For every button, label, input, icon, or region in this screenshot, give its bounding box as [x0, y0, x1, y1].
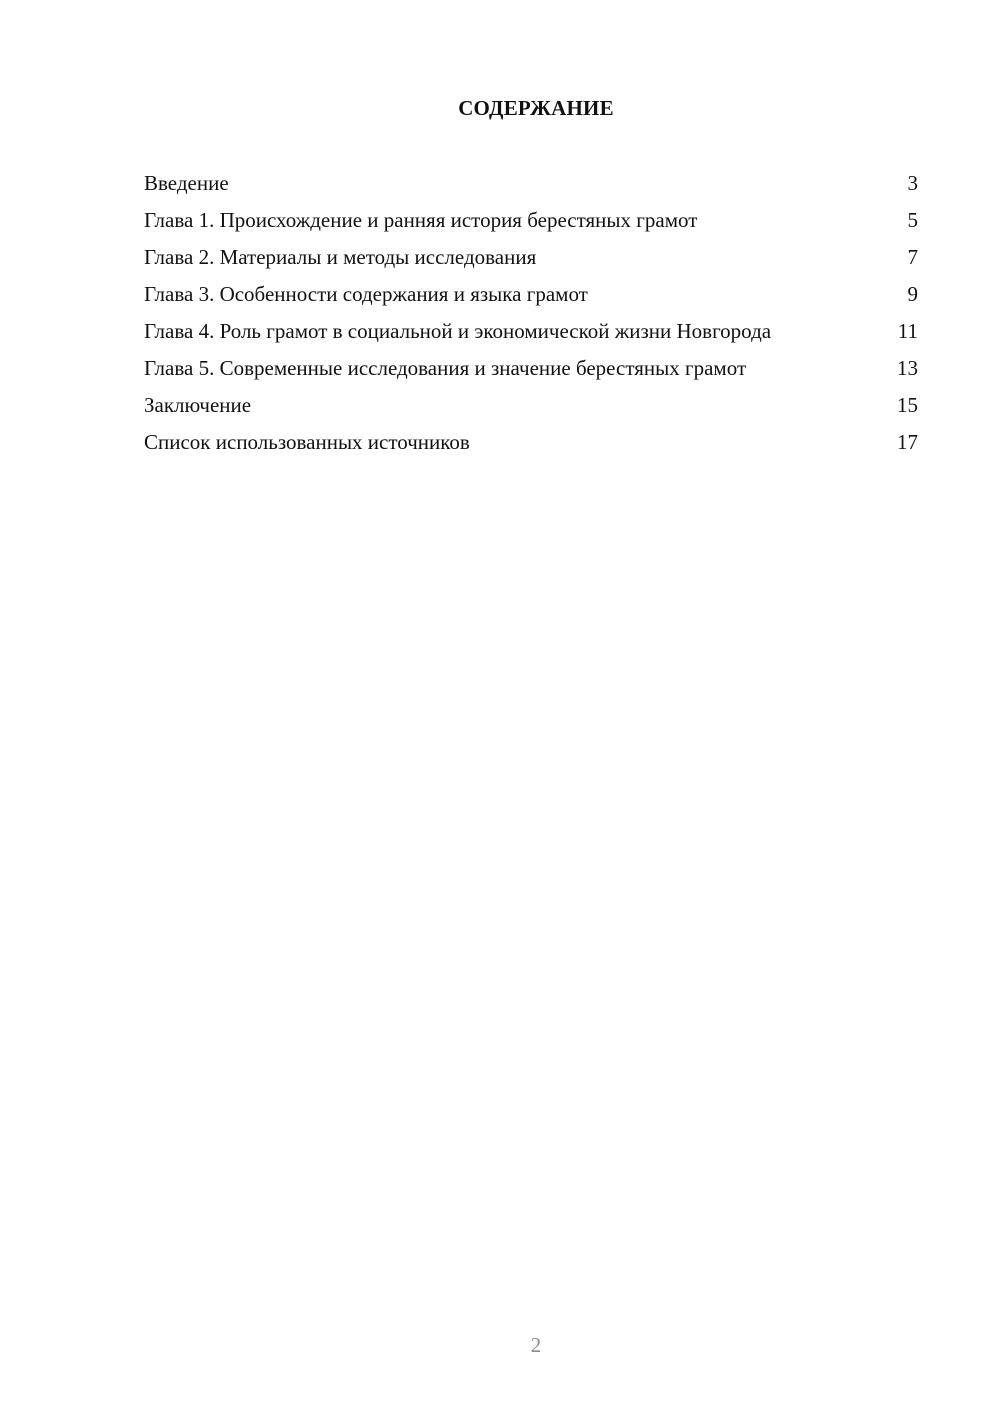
- toc-entry-page: 13: [897, 356, 918, 380]
- toc-entry-title: Введение: [144, 171, 229, 195]
- toc-entry-introduction: [144, 170, 918, 197]
- toc-entry-chapter-2: [144, 244, 918, 271]
- toc-entry-chapter-3: [144, 281, 918, 308]
- toc-entry-references: [144, 429, 918, 456]
- toc-entry-title: Глава 3. Особенности содержания и языка грамот: [144, 282, 588, 306]
- toc-entry-page: 9: [907, 282, 918, 306]
- toc-entry-page: 11: [897, 319, 918, 343]
- table-of-contents: [144, 170, 918, 466]
- toc-entry-chapter-1: [144, 207, 918, 234]
- toc-entry-page: 7: [907, 245, 918, 269]
- toc-entry-conclusion: [144, 392, 918, 419]
- toc-entry-title: Заключение: [144, 393, 252, 417]
- toc-entry-page: 5: [907, 208, 918, 232]
- toc-entry-chapter-5: [144, 355, 918, 382]
- toc-entry-page: 15: [897, 393, 918, 417]
- page-number: 2: [530, 1333, 542, 1357]
- toc-entry-title: Глава 4. Роль грамот в социальной и экономической жизни Новгорода: [144, 319, 772, 343]
- toc-entry-title: Глава 2. Материалы и методы исследования: [144, 245, 537, 269]
- toc-entry-title: Список использованных источников: [144, 430, 470, 454]
- toc-entry-page: 3: [907, 171, 918, 195]
- toc-entry-title: Глава 1. Происхождение и ранняя история берестяных грамот: [144, 208, 698, 232]
- page-title: СОДЕРЖАНИЕ: [458, 96, 614, 120]
- toc-entry-chapter-4: [144, 318, 918, 345]
- toc-entry-page: 17: [897, 430, 918, 454]
- toc-entry-title: Глава 5. Современные исследования и значение берестяных грамот: [144, 356, 747, 380]
